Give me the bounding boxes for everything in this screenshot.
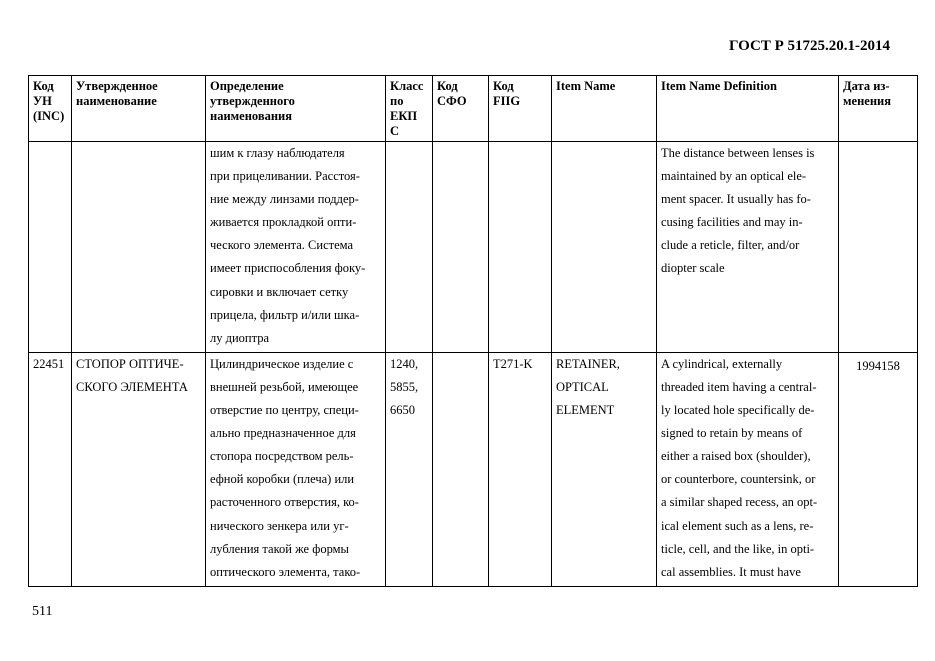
cell-line: clude a reticle, filter, and/or [661, 238, 800, 253]
cell-line: ческого элемента. Система [210, 238, 354, 253]
cell-line: имеет приспособления фоку- [210, 261, 366, 276]
column-header [433, 76, 489, 142]
cell-line: ticle, cell, and the like, in opti- [661, 541, 815, 556]
column-header-line: наименования [210, 109, 293, 123]
standard-header: ГОСТ Р 51725.20.1-2014 [728, 38, 890, 54]
cell-definition-ru [206, 142, 386, 353]
cell-definition-ru [206, 352, 386, 586]
cell-line: ical element such as a lens, re- [661, 518, 814, 533]
column-header-line: УН [33, 94, 52, 108]
column-header-line: наименование [76, 94, 157, 108]
cell-inc: 22451 [29, 352, 72, 586]
cell-item-name [552, 142, 657, 353]
cell-class [386, 352, 433, 586]
column-header-line: по [390, 94, 404, 108]
catalog-table [28, 75, 918, 587]
cell-line: OPTICAL [556, 379, 609, 394]
cell-line: 6650 [390, 403, 415, 418]
column-header-line: Класс [390, 79, 424, 93]
column-header-line: СФО [437, 94, 467, 108]
cell-line: лубления такой же формы [210, 541, 349, 556]
cell-line: ефной коробки (плеча) или [210, 472, 355, 487]
cell-line: стопора посредством рель- [210, 449, 354, 464]
column-header [839, 76, 918, 142]
column-header-line: Дата из- [843, 79, 890, 93]
cell-fiig [489, 142, 552, 353]
table-row [29, 352, 918, 586]
column-header-line: Item Name [556, 79, 616, 93]
cell-line: cusing facilities and may in- [661, 215, 803, 230]
cell-line: cal assemblies. It must have [661, 564, 801, 579]
column-header-line: FIIG [493, 94, 521, 108]
cell-line: расточенного отверстия, ко- [210, 495, 359, 510]
column-header-line: С [390, 124, 400, 138]
column-header-line: (INC) [33, 109, 65, 123]
column-header-line: менения [843, 94, 891, 108]
cell-line: СКОГО ЭЛЕМЕНТА [76, 379, 188, 394]
cell-line: СТОПОР ОПТИЧЕ- [76, 356, 184, 371]
cell-line: прицела, фильтр и/или шка- [210, 307, 360, 322]
cell-name [72, 142, 206, 353]
cell-line: сировки и включает сетку [210, 284, 349, 299]
column-header-line: Код [493, 79, 514, 93]
cell-item-name [552, 352, 657, 586]
header-row [29, 76, 918, 142]
column-header [72, 76, 206, 142]
cell-line: шим к глазу наблюдателя [210, 146, 345, 160]
cell-line: threaded item having a central- [661, 379, 817, 394]
cell-definition-en [657, 352, 839, 586]
cell-line: внешней резьбой, имеющее [210, 379, 359, 394]
cell-date [839, 142, 918, 353]
column-header-line: Утвержденное [76, 79, 158, 93]
cell-name [72, 352, 206, 586]
column-header-line: Код [33, 79, 54, 93]
column-header-line: утвержденного [210, 94, 295, 108]
cell-line: Цилиндрическое изделие с [210, 356, 354, 371]
cell-line: лу диоптра [210, 330, 270, 345]
page-number: 511 [32, 604, 53, 619]
cell-line: The distance between lenses is [661, 146, 815, 160]
column-header-line: ЕКП [390, 109, 418, 123]
cell-line: 1240, [390, 356, 419, 371]
cell-line: 5855, [390, 379, 419, 394]
column-header [206, 76, 386, 142]
column-header [552, 76, 657, 142]
cell-line: живается прокладкой опти- [210, 215, 357, 230]
cell-line: diopter scale [661, 261, 725, 276]
cell-line: signed to retain by means of [661, 426, 803, 441]
cell-line: ELEMENT [556, 403, 615, 418]
column-header [489, 76, 552, 142]
cell-date: 1994158 [839, 352, 918, 586]
cell-line: either a raised box (shoulder), [661, 449, 811, 464]
cell-line: оптического элемента, тако- [210, 564, 361, 579]
cell-class [386, 142, 433, 353]
cell-line: нического зенкера или уг- [210, 518, 349, 533]
table-row [29, 142, 918, 353]
cell-sfo [433, 142, 489, 353]
column-header-line: Определение [210, 79, 284, 93]
cell-line: or counterbore, countersink, or [661, 472, 816, 487]
cell-line: a similar shaped recess, an opt- [661, 495, 818, 510]
column-header-line: Код [437, 79, 458, 93]
cell-line: ment spacer. It usually has fo- [661, 192, 811, 207]
cell-line: RETAINER, [556, 356, 620, 371]
column-header [657, 76, 839, 142]
cell-fiig: T271-K [489, 352, 552, 586]
cell-line: A cylindrical, externally [661, 356, 783, 371]
cell-line: ально предназначенное для [210, 426, 356, 441]
cell-line: ly located hole specifically de- [661, 403, 815, 418]
column-header-line: Item Name Definition [661, 79, 777, 93]
cell-line: ние между линзами поддер- [210, 192, 359, 207]
column-header [386, 76, 433, 142]
column-header [29, 76, 72, 142]
cell-definition-en [657, 142, 839, 353]
cell-sfo [433, 352, 489, 586]
cell-line: при прицеливании. Расстоя- [210, 169, 360, 184]
cell-line: maintained by an optical ele- [661, 169, 807, 184]
cell-line: отверстие по центру, специ- [210, 403, 359, 418]
cell-inc [29, 142, 72, 353]
